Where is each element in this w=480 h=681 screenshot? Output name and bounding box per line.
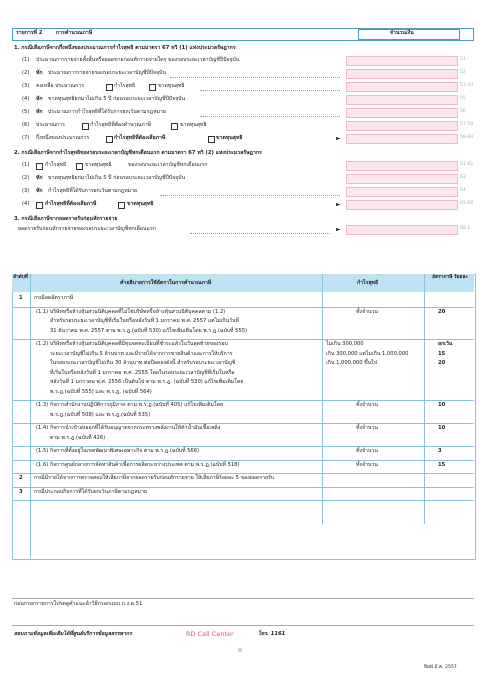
row-rate: 3 [438,448,442,454]
row-rate: 20 [438,308,446,315]
row-rate: 15 [438,461,446,468]
p1-item7-checkbox-profit[interactable] [106,136,113,143]
p1-item1-no: (1) [22,57,30,63]
row-profit: ทั้งจำนวน [356,402,378,408]
part3-ref: 68.1 [460,226,471,231]
part1-title: 1. กรณีเสียภาษีจากกึ่งหนึ่งของประมาณการกำไรสุทธิ ตามมาตรา 67 ทวิ (1) แห่งประมวลรัษฎากร [14,45,236,51]
p2-item2-ref: 63 [460,175,466,180]
row-profit: เกิน 1,000,000 ขึ้นไป [326,360,378,366]
p1-item1-field[interactable] [346,56,458,66]
p1-item2-hak: หัก [36,70,43,76]
footer-note: ก่อนกรอกรายการโปรดดูคำแนะนำวิธีกรอกแบบ ภ.ง.ด.51 [14,601,143,607]
dots [190,232,330,234]
p1-item1-ref: 51 [460,57,466,62]
row-description: (1.2) บริษัทหรือห้างหุ้นส่วนนิติบุคคลที่มีทุนจดทะเบียนที่ชำระแล้วในวันสุดท้ายของรอบ [36,341,228,347]
row-rate: ยกเว้น [438,341,453,347]
p2-item2-no: (2) [22,175,30,181]
p1-item7-text: กึ่งหนึ่งของประมาณการ [36,135,90,141]
part2-title: 2. กรณีเสียภาษีจากกำไรสุทธิของรอบระยะเวลาบัญชีหกเดือนแรก ตามมาตรา 67 ทวิ (2) แห่งประมวลรัษฎากร [14,150,262,156]
p2-item3-text: กำไรสุทธิที่ได้รับการยกเว้นตามกฎหมาย [48,188,138,194]
row-description: พ.ร.ฎ.(ฉบับที่ 508) และ พ.ร.ฎ.(ฉบับที่ 535) [50,411,151,418]
p2-item4-ref: 65-66 [460,201,474,206]
p1-item5-text: ประมาณการกำไรสุทธิที่ได้รับการยกเว้นตามกฎหมาย [48,109,166,115]
row-profit: ไม่เกิน 300,000 [326,341,364,347]
row-description: กรณีประกอบกิจการที่ได้รับยกเว้นภาษีตามกฎหมาย [34,488,147,495]
p1-item2-no: (2) [22,70,30,76]
row-rate: 10 [438,425,446,431]
p1-item4-hak: หัก [36,96,43,102]
p1-item6-checkbox-profit[interactable] [82,123,89,130]
row-description: ที่เริ่มในหรือหลังวันที่ 1 มกราคม พ.ศ. 2555 โดยในรอบระยะเวลาบัญชีที่เริ่มในหรือ [50,369,235,376]
p2-item1-checkbox-loss[interactable] [76,163,83,170]
p1-item4-no: (4) [22,96,30,102]
row-profit: ทั้งจำนวน [356,425,378,431]
p2-item2-text: ขาดทุนสุทธิยกมาไม่เกิน 5 ปี ก่อนรอบระยะเวลาบัญชีปีปัจจุบัน [48,175,185,181]
print-info: พิมพ์ มี.ค. 2557 [424,665,457,670]
row-description: ระยะเวลาบัญชีไม่เกิน 5 ล้านบาท และมีรายได้จากการขายสินค้าและการให้บริการ [50,350,233,357]
dots [200,89,340,91]
p1-item1-text: ประมาณการรายจ่ายทั้งสิ้นหรือยอดขายก่อนหักรายจ่ายใดๆ ของรอบระยะเวลาบัญชีปีปัจจุบัน [36,57,240,63]
p2-item3-ref: 64 [460,188,466,193]
p1-item3-checkbox-profit[interactable] [106,84,113,91]
row-rate: 10 [438,402,446,408]
p2-item4-no: (4) [22,201,30,207]
part3-field[interactable] [346,225,458,235]
p1-item6-field[interactable] [346,121,458,131]
arrow-icon: ► [336,226,341,233]
p1-item6-no: (6) [22,122,30,128]
section-label: รายการที่ 2 [16,30,43,36]
p1-item5-no: (5) [22,109,30,115]
p1-item6-checkbox-loss[interactable] [171,123,178,130]
row-profit: ทั้งจำนวน [356,308,378,315]
page-dot [238,648,242,652]
p2-item4-checkbox-profit[interactable] [36,202,43,209]
p2-item3-hak: หัก [36,188,43,194]
p1-item7-no: (7) [22,135,30,141]
amount-header: จำนวนเงิน [390,30,414,36]
p1-item3-cb1: กำไรสุทธิ [114,83,136,89]
p2-item4-field[interactable] [346,200,458,210]
p1-item3-no: (3) [22,83,30,89]
dots [160,194,340,196]
p1-item3-field[interactable] [346,82,458,92]
p2-item3-no: (3) [22,188,30,194]
p2-item1-no: (1) [22,162,30,168]
row-description: (1.4) กิจการนำเข้าส่งออกที่ได้รับอนุญาตจากกระทรวงพลังงานให้ค้าน้ำมันเชื้อเพลิง [36,425,221,431]
footer-phone: โทร. 1161 [258,631,286,637]
col-no: ลำดับที่ [13,275,28,280]
p2-item1-cb2: ขาดทุนสุทธิ [85,162,112,168]
row-description: (1.5) กิจการที่ตั้งอยู่ในเขตพัฒนาพิเศษเฉพาะกิจ ตาม พ.ร.ฎ.(ฉบับที่ 566) [36,448,200,454]
p1-item2-field[interactable] [346,69,458,79]
p2-item1-cb1: กำไรสุทธิ [45,162,67,168]
row-description: ในรอบระยะเวลาบัญชีไม่เกิน 30 ล้านบาท ต่อปีลดลงดังนี้ สำหรับรอบระยะเวลาบัญชี [50,360,236,366]
p2-item4-checkbox-loss[interactable] [118,202,125,209]
arrow-icon: ► [336,135,341,142]
p2-item1-ref: 61-62 [460,162,474,167]
section-title: การคำนวณภาษี [56,30,93,36]
p1-item4-field[interactable] [346,95,458,105]
row-description: หลังวันที่ 1 มกราคม พ.ศ. 2556 เป็นต้นไป ตาม พ.ร.ฎ. (ฉบับที่ 530) แก้ไขเพิ่มเติมโดย [50,379,244,385]
dots [200,115,340,117]
row-profit: ทั้งจำนวน [356,461,378,468]
p1-item4-ref: 55 [460,96,466,101]
p1-item3-text: คงเหลือ ประมาณการ [36,83,84,89]
p1-item3-ref: 53-54 [460,83,474,88]
p1-item5-ref: 56 [460,109,466,114]
row-description: (1.6) กิจการศูนย์กลางการจัดหาสินค้าเพื่อการผลิตระหว่างประเทศ ตาม พ.ร.ฎ.(ฉบับที่ 518) [36,461,240,468]
p1-item7-cb2: ขาดทุนสุทธิ [216,135,243,141]
col-profit: กำไรสุทธิ [357,280,379,286]
col-rate: อัตราภาษี ร้อยละ [432,275,468,280]
row-profit: ทั้งจำนวน [356,448,378,454]
p1-item7-field[interactable] [346,134,458,144]
row-number: 2 [19,475,23,481]
row-profit: เกิน 300,000 แต่ไม่เกิน 1,000,000 [326,350,409,357]
p2-item1-field[interactable] [346,161,458,171]
p1-item7-cb1: กำไรสุทธิที่ต้องเสียภาษี [114,135,166,141]
row-rate: 20 [438,360,446,366]
p2-item4-cb1: กำไรสุทธิที่ต้องเสียภาษี [45,201,97,207]
rate-table-header [12,274,474,292]
p2-item2-field[interactable] [346,174,458,184]
row-number: 1 [19,295,23,301]
p2-item2-hak: หัก [36,175,43,181]
row-description: ตาม พ.ร.ฎ.(ฉบับที่ 426) [50,434,106,441]
p1-item4-text: ขาดทุนสุทธิยกมาไม่เกิน 5 ปี ก่อนรอบระยะเวลาบัญชีปีปัจจุบัน [48,96,185,102]
rd-call-center-logo: RD Call Center [186,630,234,638]
row-description: (1.1) บริษัทหรือห้างหุ้นส่วนนิติบุคคลที่ไม่ใช่บริษัทหรือห้างหุ้นส่วนนิติบุคคลตาม (1.2) [36,308,226,315]
p2-item1-checkbox-profit[interactable] [36,163,43,170]
p2-item3-field[interactable] [346,187,458,197]
p1-item2-ref: 52 [460,70,466,75]
row-description: สำหรับรอบระยะเวลาบัญชีที่เริ่มในหรือหลังวันที่ 1 มกราคม พ.ศ. 2557 แต่ไม่เกินวันที่ [50,318,239,324]
row-rate: 15 [438,350,446,357]
table-row [12,293,474,308]
p1-item6-cb2: ขาดทุนสุทธิ [180,122,207,128]
p2-item4-cb2: ขาดทุนสุทธิ [127,201,154,207]
row-description: กรณีมีรายได้จากการตรวจสอบให้เสียภาษีจากยอดรายรับก่อนหักรายจ่าย ให้เสียภาษีร้อยละ 5 ของยอดรายรับ [34,475,275,481]
row-description: พ.ร.ฎ.(ฉบับที่ 555) และ พ.ร.ฎ. (ฉบับที่ 564) [50,388,152,395]
p1-item5-hak: หัก [36,109,43,115]
footer-contact: สอบถามข้อมูลเพิ่มเติมได้ที่ศูนย์บริการข้อมูลสรรพากร [14,631,132,637]
p1-item6-text: ประมาณการ [36,122,65,128]
p1-item3-cb2: ขาดทุนสุทธิ [158,83,185,89]
p1-item6-ref: 57-58 [460,122,474,127]
p1-item7-ref: 59-60 [460,135,474,140]
footer-divider-2 [12,625,474,626]
p1-item2-text: ประมาณการรายจ่ายของรอบระยะเวลาบัญชีปีปัจจุบัน [48,70,166,76]
p1-item6-cb1: กำไรสุทธิที่ต้องคำนวณภาษี [90,122,152,128]
p1-item7-checkbox-loss[interactable] [208,136,215,143]
col-desc: คำอธิบายการใช้อัตราในการคำนวณภาษี [120,280,212,286]
p1-item5-field[interactable] [346,108,458,118]
row-description: (1.3) กิจการสำนักงานปฏิบัติการภูมิภาค ตาม พ.ร.ฎ.(ฉบับที่ 405) แก้ไขเพิ่มเติมโดย [36,402,224,408]
part3-line: ยอดรายรับก่อนหักรายจ่ายของรอบระยะเวลาบัญชีหกเดือนแรก [18,226,156,232]
row-description: กรณีลดอัตราภาษี [34,295,74,301]
footer-divider [12,598,474,599]
row-description: 31 ธันวาคม พ.ศ. 2557 ตาม พ.ร.ฎ.(ฉบับที่ 530) แก้ไขเพิ่มเติมโดย พ.ร.ฎ.(ฉบับที่ 555) [50,327,248,334]
p1-item3-checkbox-loss[interactable] [149,84,156,91]
dots [170,76,340,78]
row-number: 3 [19,488,23,495]
p2-item1-text: ของรอบระยะเวลาบัญชีหกเดือนแรก [128,162,208,168]
part3-title: 3. กรณีเสียภาษีจากยอดรายรับก่อนหักรายจ่าย [14,216,118,222]
arrow-icon: ► [336,201,341,208]
